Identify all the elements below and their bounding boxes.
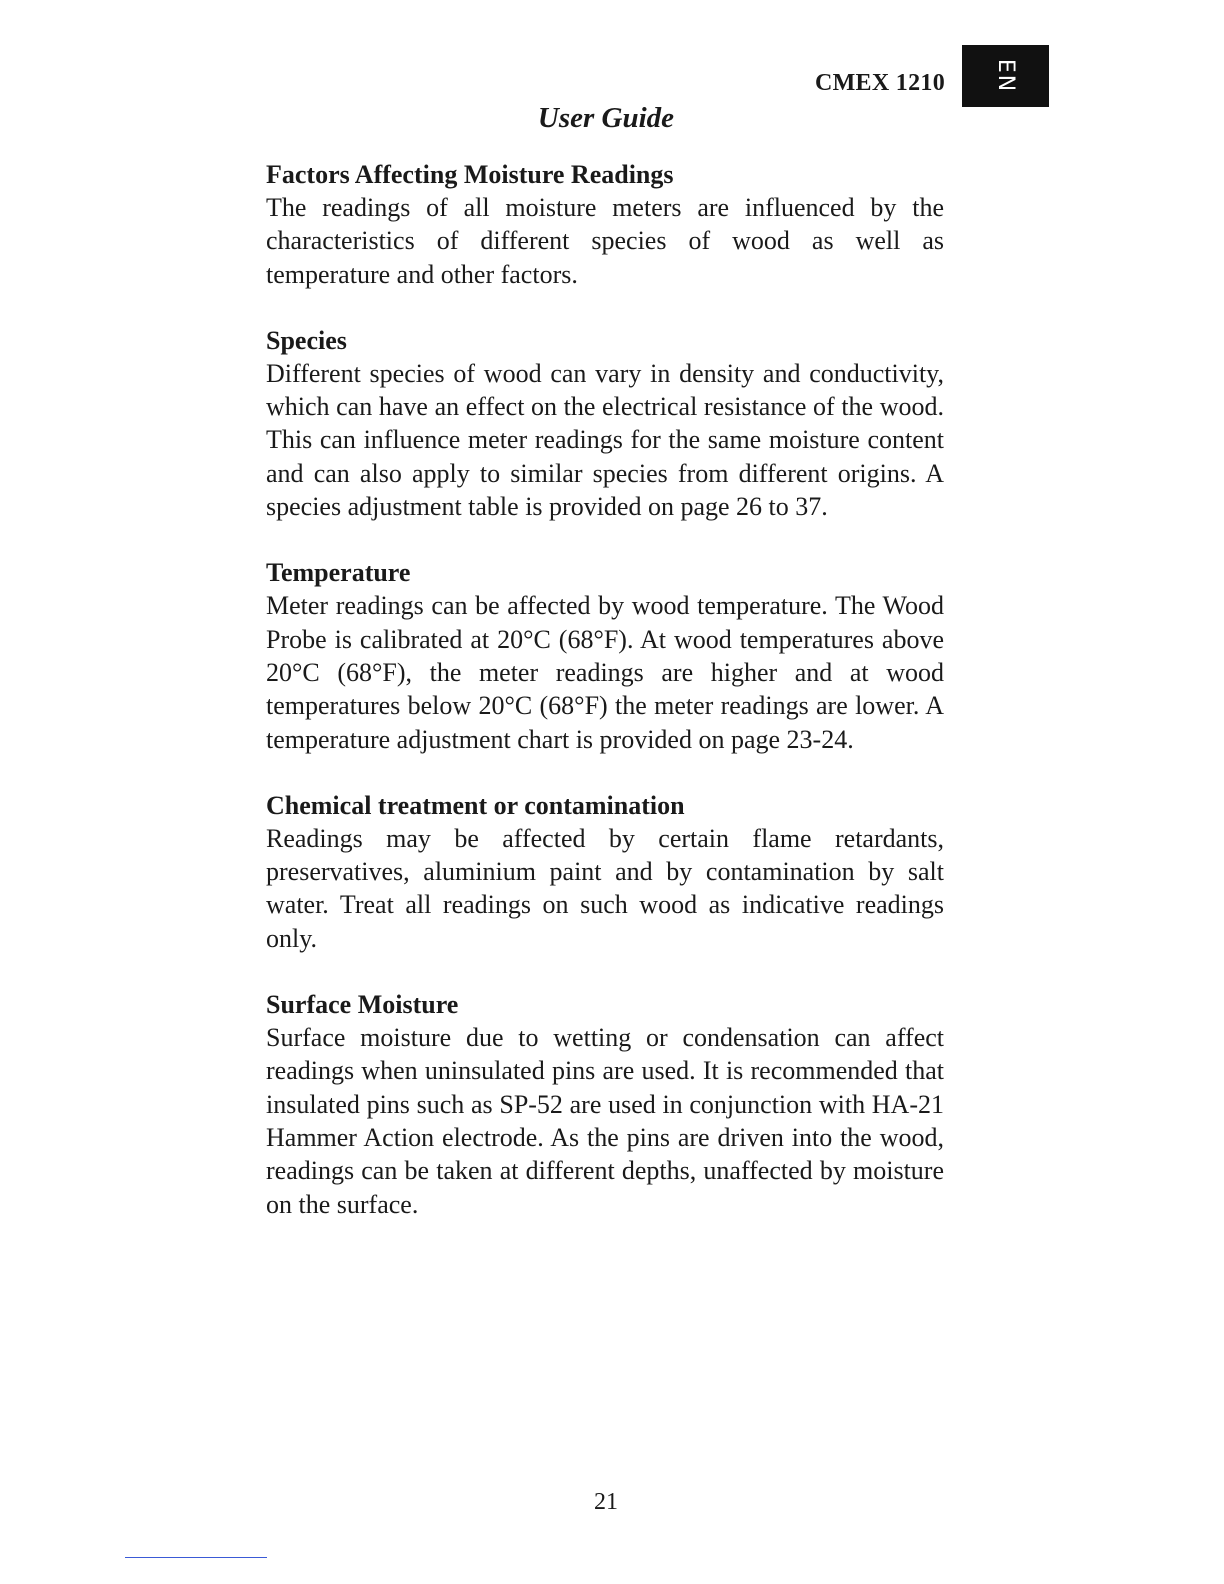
section-heading: Species: [266, 325, 347, 355]
section-paragraph: Different species of wood can vary in density and conductivity, which can have an effect on the electrical resistance of the wood. This can influence meter readings for the same moisture content and can also apply to similar species from different origins. A species adjustment table is provided on page 26 to 37.: [266, 358, 944, 522]
section-surface-moisture: [266, 988, 944, 1221]
page-title: User Guide: [537, 102, 675, 134]
section-heading: Surface Moisture: [266, 990, 459, 1020]
section-heading: Factors Affecting Moisture Readings: [266, 160, 674, 189]
section-chemical-treatment: [266, 789, 944, 955]
section-heading: Temperature: [266, 558, 411, 588]
section-paragraph: Readings may be affected by certain flame retardants, preservatives, aluminium paint and by contamination by salt water. Treat all readings on such wood as indicative readings only.: [266, 823, 944, 953]
section-temperature: [266, 556, 944, 755]
section-heading: Chemical treatment or contamination: [266, 790, 685, 820]
language-code: EN: [993, 58, 1019, 94]
section-paragraph: The readings of all moisture meters are influenced by the characteristics of different species of wood as well as temperature and other factors.: [266, 193, 944, 289]
section-species: [266, 324, 944, 523]
model-name: CMEX 1210: [814, 70, 945, 96]
footer-divider: [125, 1557, 267, 1558]
page-number: 21: [594, 1489, 618, 1515]
section-paragraph: Surface moisture due to wetting or condensation can affect readings when uninsulated pins are used. It is recommended that insulated pins such as SP-52 are used in conjunction with HA-21 Hammer Action electrode. As the pins are driven into the wood, readings can be taken at different depths, unaffected by moisture on the surface.: [266, 1023, 944, 1219]
language-tab: [962, 45, 1049, 107]
section-paragraph: Meter readings can be affected by wood temperature. The Wood Probe is calibrated at 20°C (68°F). At wood temperatures above 20°C (68°F), the meter readings are higher and at wood temperatures below 20°C (68°F) the meter readings are lower. A temperature adjustment chart is provided on page 23-24.: [266, 591, 944, 754]
document-body: [266, 158, 944, 1254]
section-factors: [266, 158, 944, 291]
